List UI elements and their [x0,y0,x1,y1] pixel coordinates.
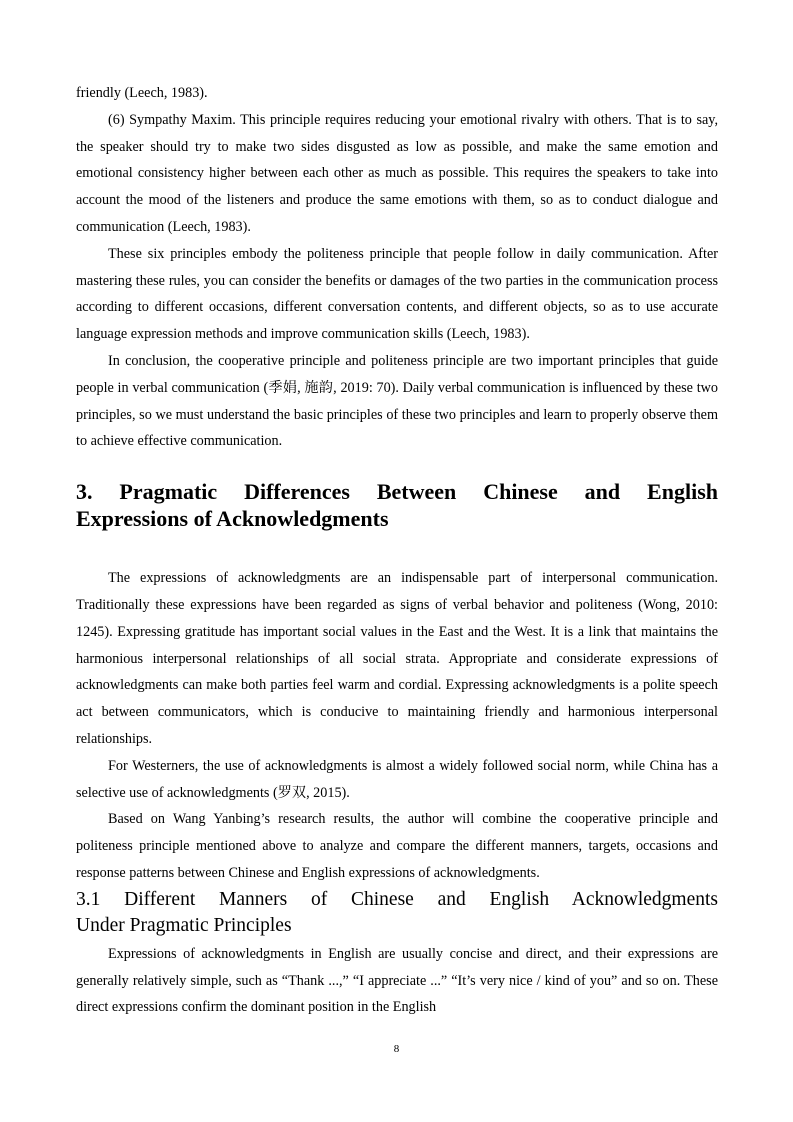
document-page [76,80,718,1021]
body-paragraph: friendly (Leech, 1983). [76,85,208,101]
body-paragraph: For Westerners, the use of acknowledgments is almost a widely followed social norm, while China has a selective use of acknowledgments (罗双, 2015). [76,757,718,801]
body-paragraph: Based on Wang Yanbing’s research results, the author will combine the cooperative principle and politeness principle mentioned above to analyze and compare the different manners, targets, occasions and response patterns between Chinese and English expressions of acknowledgments. [76,811,718,881]
body-paragraph: These six principles embody the politeness principle that people follow in daily communication. After mastering these rules, you can consider the benefits or damages of the two parties in the communication process according to different occasions, different conversation contents, and different objects, so as to use accurate language expression methods and improve communication skills (Leech, 1983). [76,245,718,343]
subsection-heading-line: Under Pragmatic Principles [76,914,292,936]
subsection-heading-line: 3.1 Different Manners of Chinese and English Acknowledgments [76,888,718,910]
body-paragraph: The expressions of acknowledgments are an indispensable part of interpersonal communication. Traditionally these expressions have been regarded as signs of verbal behavior and politeness (Wong, 2010: 1245). Expressing gratitude has important social values in the East and the West. It is a link that maintains the harmonious interpersonal relationships of all social strata. Appropriate and considerate expressions of acknowledgments can make both parties feel warm and cordial. Expressing acknowledgments is a polite speech act between communicators, which is conducive to maintaining friendly and harmonious interpersonal relationships. [76,570,718,747]
section-heading-line: Expressions of Acknowledgments [76,506,389,532]
page-number: 8 [393,1043,400,1055]
body-paragraph: In conclusion, the cooperative principle and politeness principle are two important principles that guide people in verbal communication (季娟, 施韵, 2019: 70). Daily verbal communication is influenced by these two principles, so we must understand the basic principles of these two principles and learn to properly observe them to achieve effective communication. [76,352,718,450]
section-heading-line: 3. Pragmatic Differences Between Chinese and English [76,479,718,505]
subsection-heading [76,887,718,939]
heading-spacer [76,532,718,565]
body-paragraph: Expressions of acknowledgments in English are usually concise and direct, and their expressions are generally relatively simple, such as “Thank ...,” “I appreciate ...” “It’s very nice / kind of you” and so on. These direct expressions confirm the dominant position in the English [76,945,718,1016]
body-paragraph: (6) Sympathy Maxim. This principle requires reducing your emotional rivalry with others. That is to say, the speaker should try to make two sides disgusted as low as possible, and make the same emotion and emotional consistency higher between each other as much as possible. This requires the speakers to take into account the mood of the listeners and produce the same emotions with them, so as to conduct dialogue and communication (Leech, 1983). [76,111,718,235]
section-heading [76,478,718,532]
